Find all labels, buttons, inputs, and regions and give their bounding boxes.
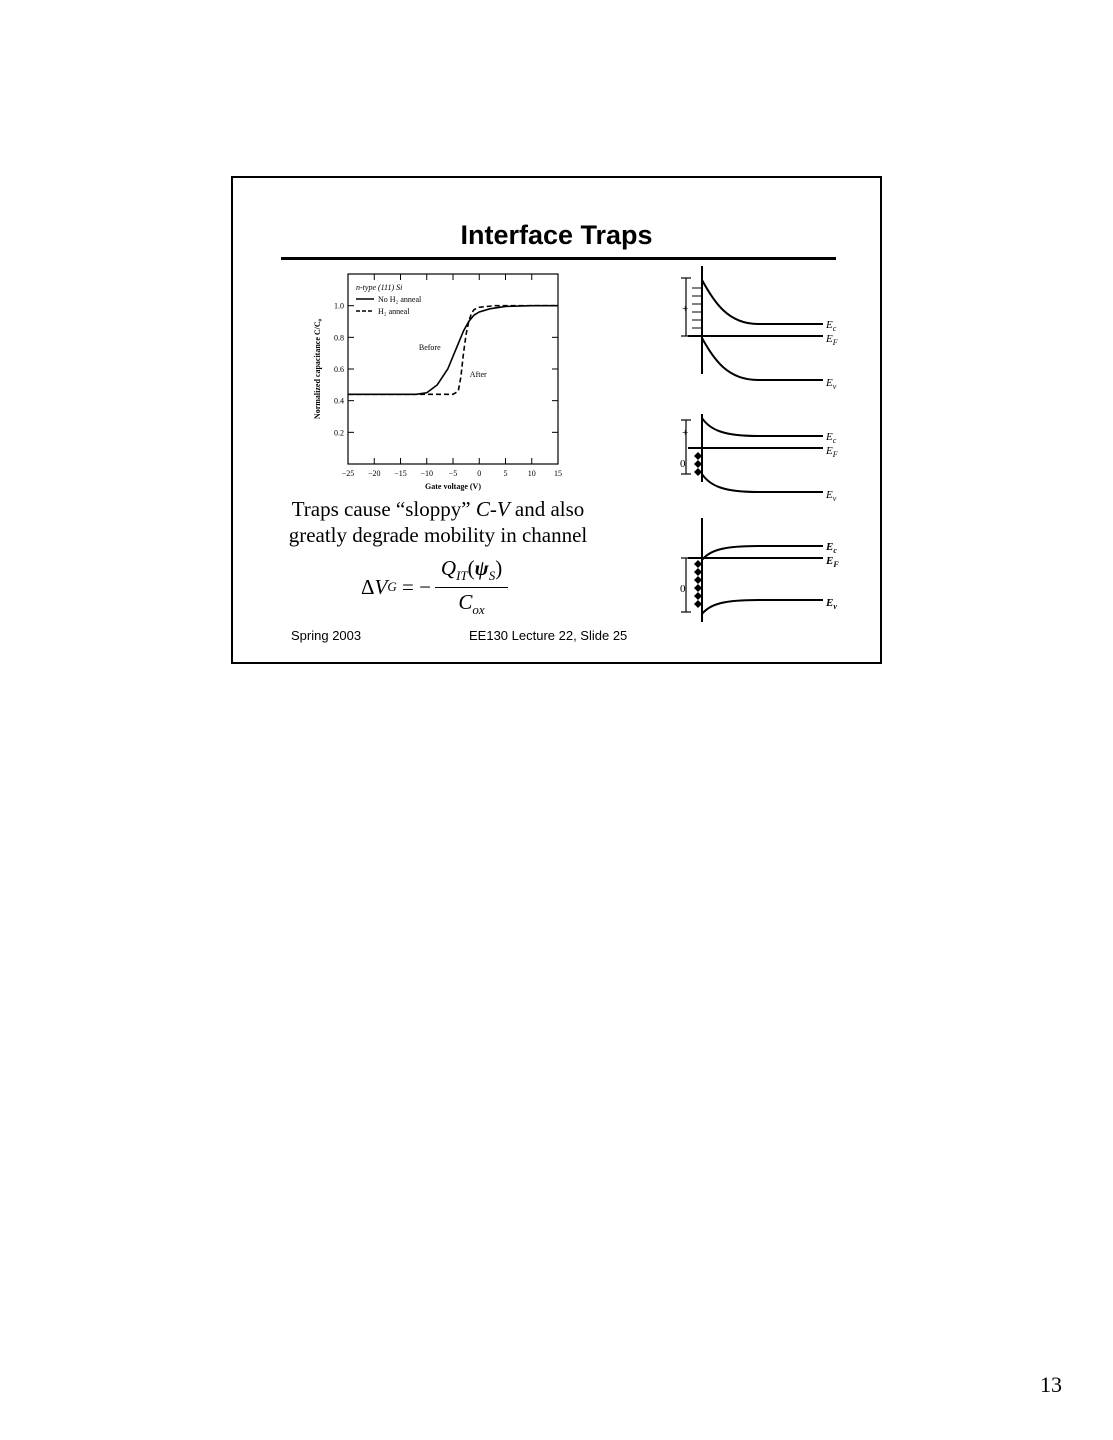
eq-numerator: $Q_{IT}(\psi_S)$ [435,556,508,588]
x-tick-label: 0 [477,469,482,478]
band-panel-3 [680,518,839,622]
y-axis-label: Normalized capacitance C/C₀ [313,318,322,420]
y-tick-label: 0.8 [334,333,344,343]
x-tick-label: 15 [554,469,562,478]
filled-trap-markers-2 [694,452,702,476]
band-panel-2 [680,414,838,503]
body-line-1-italic: C-V [475,497,510,521]
x-tick-label: −20 [367,469,381,478]
ec-label-1: $E_c$ [826,319,837,333]
x-axis-label: Gate voltage (V) [425,482,481,491]
trap-charge-1: + [682,303,689,315]
annotation-before: Before [418,343,441,352]
footer-slide-ref: EE130 Lecture 22, Slide 25 [469,628,628,643]
filled-trap-markers-3 [694,560,702,608]
valence-band-1 [702,338,823,380]
body-line-1-prefix: Traps cause “sloppy” [291,497,476,521]
x-tick-label: −15 [394,469,407,478]
band-diagram [668,262,848,632]
slide [231,176,882,664]
eq-delta: Δ [361,574,375,599]
valence-band-2 [702,474,823,492]
trap-charge-2: + [682,427,689,439]
conduction-band-1 [702,280,823,324]
title-divider [281,257,836,260]
body-line-2: greatly degrade mobility in channel [288,523,588,547]
ec-label-2: $E_c$ [826,431,837,445]
legend-entry-2: H₂ anneal [378,307,410,316]
x-tick-label: −25 [341,469,355,478]
y-tick-label: 1.0 [334,301,344,311]
x-tick-label: −5 [448,469,458,478]
ef-label-2: $E_F$ [826,445,838,459]
x-tick-label: 5 [503,469,508,478]
footer-date: Spring 2003 [291,628,362,643]
annotation-after: After [469,369,487,379]
trap-neutral-2: 0 [680,458,686,470]
ev-label-3: $E_v$ [826,597,837,611]
legend-entry-1: No H₂ anneal [378,295,422,304]
page-number: 13 [1040,1372,1062,1397]
band-panel-1 [681,266,838,391]
x-tick-label: −10 [420,469,434,478]
body-text [273,496,603,548]
eq-lhs-var: V [374,574,388,599]
trap-neutral-3: 0 [680,583,686,595]
conduction-band-2 [702,418,823,436]
y-tick-label: 0.4 [334,396,344,406]
eq-fraction [435,556,508,618]
eq-denominator: $C_{ox}$ [458,590,485,617]
ev-label-2: $E_v$ [826,489,837,503]
threshold-shift-equation [361,556,508,618]
legend-header: n-type (111) Si [356,283,403,292]
body-line-1 [273,496,603,522]
ev-label-1: $E_v$ [826,377,837,391]
ef-label-1: $E_F$ [826,333,838,347]
ec-label-3: $E_c$ [826,541,837,555]
series-line-2 [348,306,558,395]
eq-equals: = − [396,574,431,599]
cv-chart [308,264,568,491]
ef-label-3: $E_F$ [826,555,839,569]
body-line-1-suffix: and also [509,497,585,521]
slide-title: Interface Traps [460,220,653,250]
valence-band-3 [702,600,823,614]
y-tick-label: 0.6 [334,365,344,374]
series-line-1 [348,306,558,395]
y-tick-label: 0.2 [334,428,344,438]
eq-lhs-sub: G [387,579,397,594]
x-tick-label: 10 [527,469,536,478]
